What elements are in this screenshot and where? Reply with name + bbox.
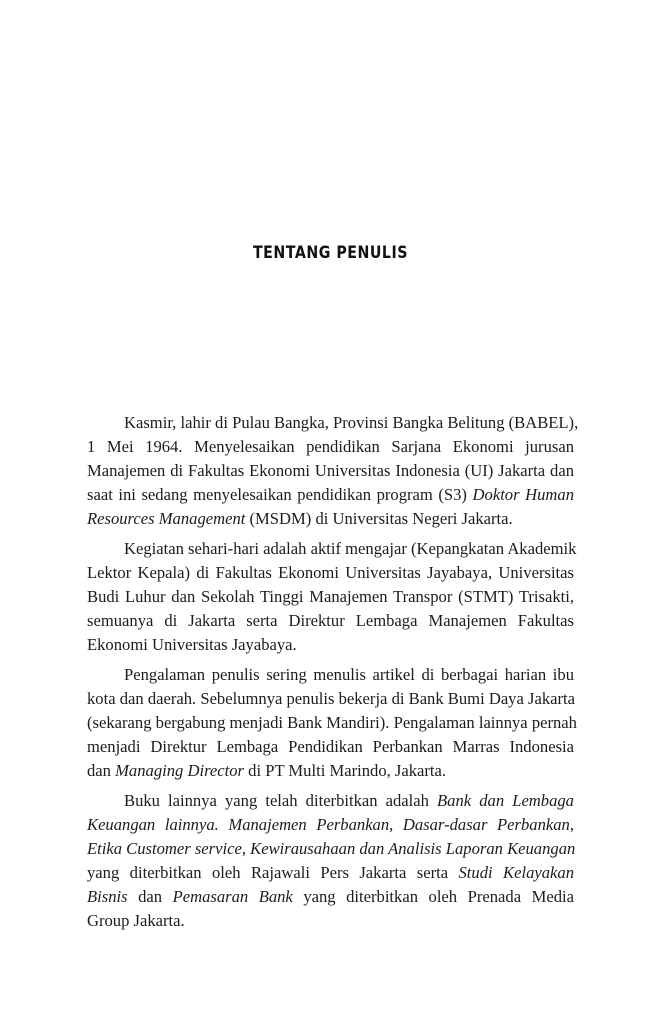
text-line [87, 585, 574, 609]
text-line [87, 411, 579, 435]
italic-title-text: Doktor Human [472, 485, 574, 504]
text-line [87, 435, 574, 459]
body-text-segment: dan [87, 761, 116, 780]
text-line [87, 735, 574, 759]
text-line [87, 885, 574, 909]
italic-title-text: Etika Customer service, Kewirausahaan dan Analisis Laporan Keuangan [87, 839, 576, 858]
body-text-segment: Kasmir, lahir di Pulau Bangka, Provinsi Bangka Belitung (BABEL), [124, 413, 579, 432]
body-text-segment: di PT Multi Marindo, Jakarta. [244, 761, 447, 780]
body-text-segment: dan [127, 887, 173, 906]
text-line [87, 711, 577, 735]
text-line [87, 633, 574, 657]
text-line [87, 789, 574, 813]
body-text-segment: kota dan daerah. Sebelumnya penulis bekerja di Bank Bumi Daya Jakarta [87, 689, 575, 708]
text-line [87, 537, 577, 561]
text-line [87, 609, 574, 633]
body-text-segment: semuanya di Jakarta serta Direktur Lembaga Manajemen Fakultas [87, 611, 574, 630]
page-title: TENTANG PENULIS [252, 243, 409, 262]
text-line [87, 909, 574, 933]
text-line [87, 663, 574, 687]
italic-title-text: Managing Director [115, 761, 245, 780]
text-line [87, 483, 574, 507]
text-line [87, 561, 574, 585]
italic-title-text: Bank dan Lembaga [437, 791, 574, 810]
text-line [87, 759, 574, 783]
paragraph-experience [87, 663, 577, 783]
body-text-segment: (sekarang bergabung menjadi Bank Mandiri). Pengalaman lainnya pernah [87, 713, 577, 732]
paragraph-biography [87, 411, 579, 531]
body-text-segment: saat ini sedang menyelesaikan pendidikan program (S3) [87, 485, 473, 504]
body-text-segment: Manajemen di Fakultas Ekonomi Universitas Indonesia (UI) Jakarta dan [87, 461, 574, 480]
author-biography [87, 411, 579, 939]
body-text-segment: Ekonomi Universitas Jayabaya. [87, 635, 297, 654]
text-line [87, 837, 574, 861]
italic-title-text: Keuangan lainnya. Manajemen Perbankan, Dasar-dasar Perbankan, [87, 815, 574, 834]
body-text-segment: yang diterbitkan oleh Rajawali Pers Jakarta serta [87, 863, 459, 882]
text-line [87, 861, 574, 885]
paragraph-activities [87, 537, 577, 657]
text-line [87, 813, 574, 837]
italic-title-text: Resources Management [87, 509, 246, 528]
text-line [87, 459, 574, 483]
text-line [87, 507, 574, 531]
paragraph-publications [87, 789, 574, 933]
text-line [87, 687, 574, 711]
body-text-segment: Pengalaman penulis sering menulis artikel di berbagai harian ibu [124, 665, 574, 684]
italic-title-text: Bisnis [87, 887, 128, 906]
italic-title-text: Pemasaran Bank [172, 887, 293, 906]
body-text-segment: Lektor Kepala) di Fakultas Ekonomi Universitas Jayabaya, Universitas [87, 563, 574, 582]
body-text-segment: yang diterbitkan oleh Prenada Media [292, 887, 574, 906]
italic-title-text: Studi Kelayakan [458, 863, 574, 882]
body-text-segment: (MSDM) di Universitas Negeri Jakarta. [245, 509, 513, 528]
body-text-segment: menjadi Direktur Lembaga Pendidikan Perbankan Marras Indonesia [87, 737, 574, 756]
body-text-segment: Kegiatan sehari-hari adalah aktif mengajar (Kepangkatan Akademik [124, 539, 577, 558]
body-text-segment: Group Jakarta. [87, 911, 185, 930]
body-text-segment: Buku lainnya yang telah diterbitkan adalah [124, 791, 438, 810]
body-text-segment: 1 Mei 1964. Menyelesaikan pendidikan Sarjana Ekonomi jurusan [87, 437, 574, 456]
body-text-segment: Budi Luhur dan Sekolah Tinggi Manajemen Transpor (STMT) Trisakti, [87, 587, 574, 606]
